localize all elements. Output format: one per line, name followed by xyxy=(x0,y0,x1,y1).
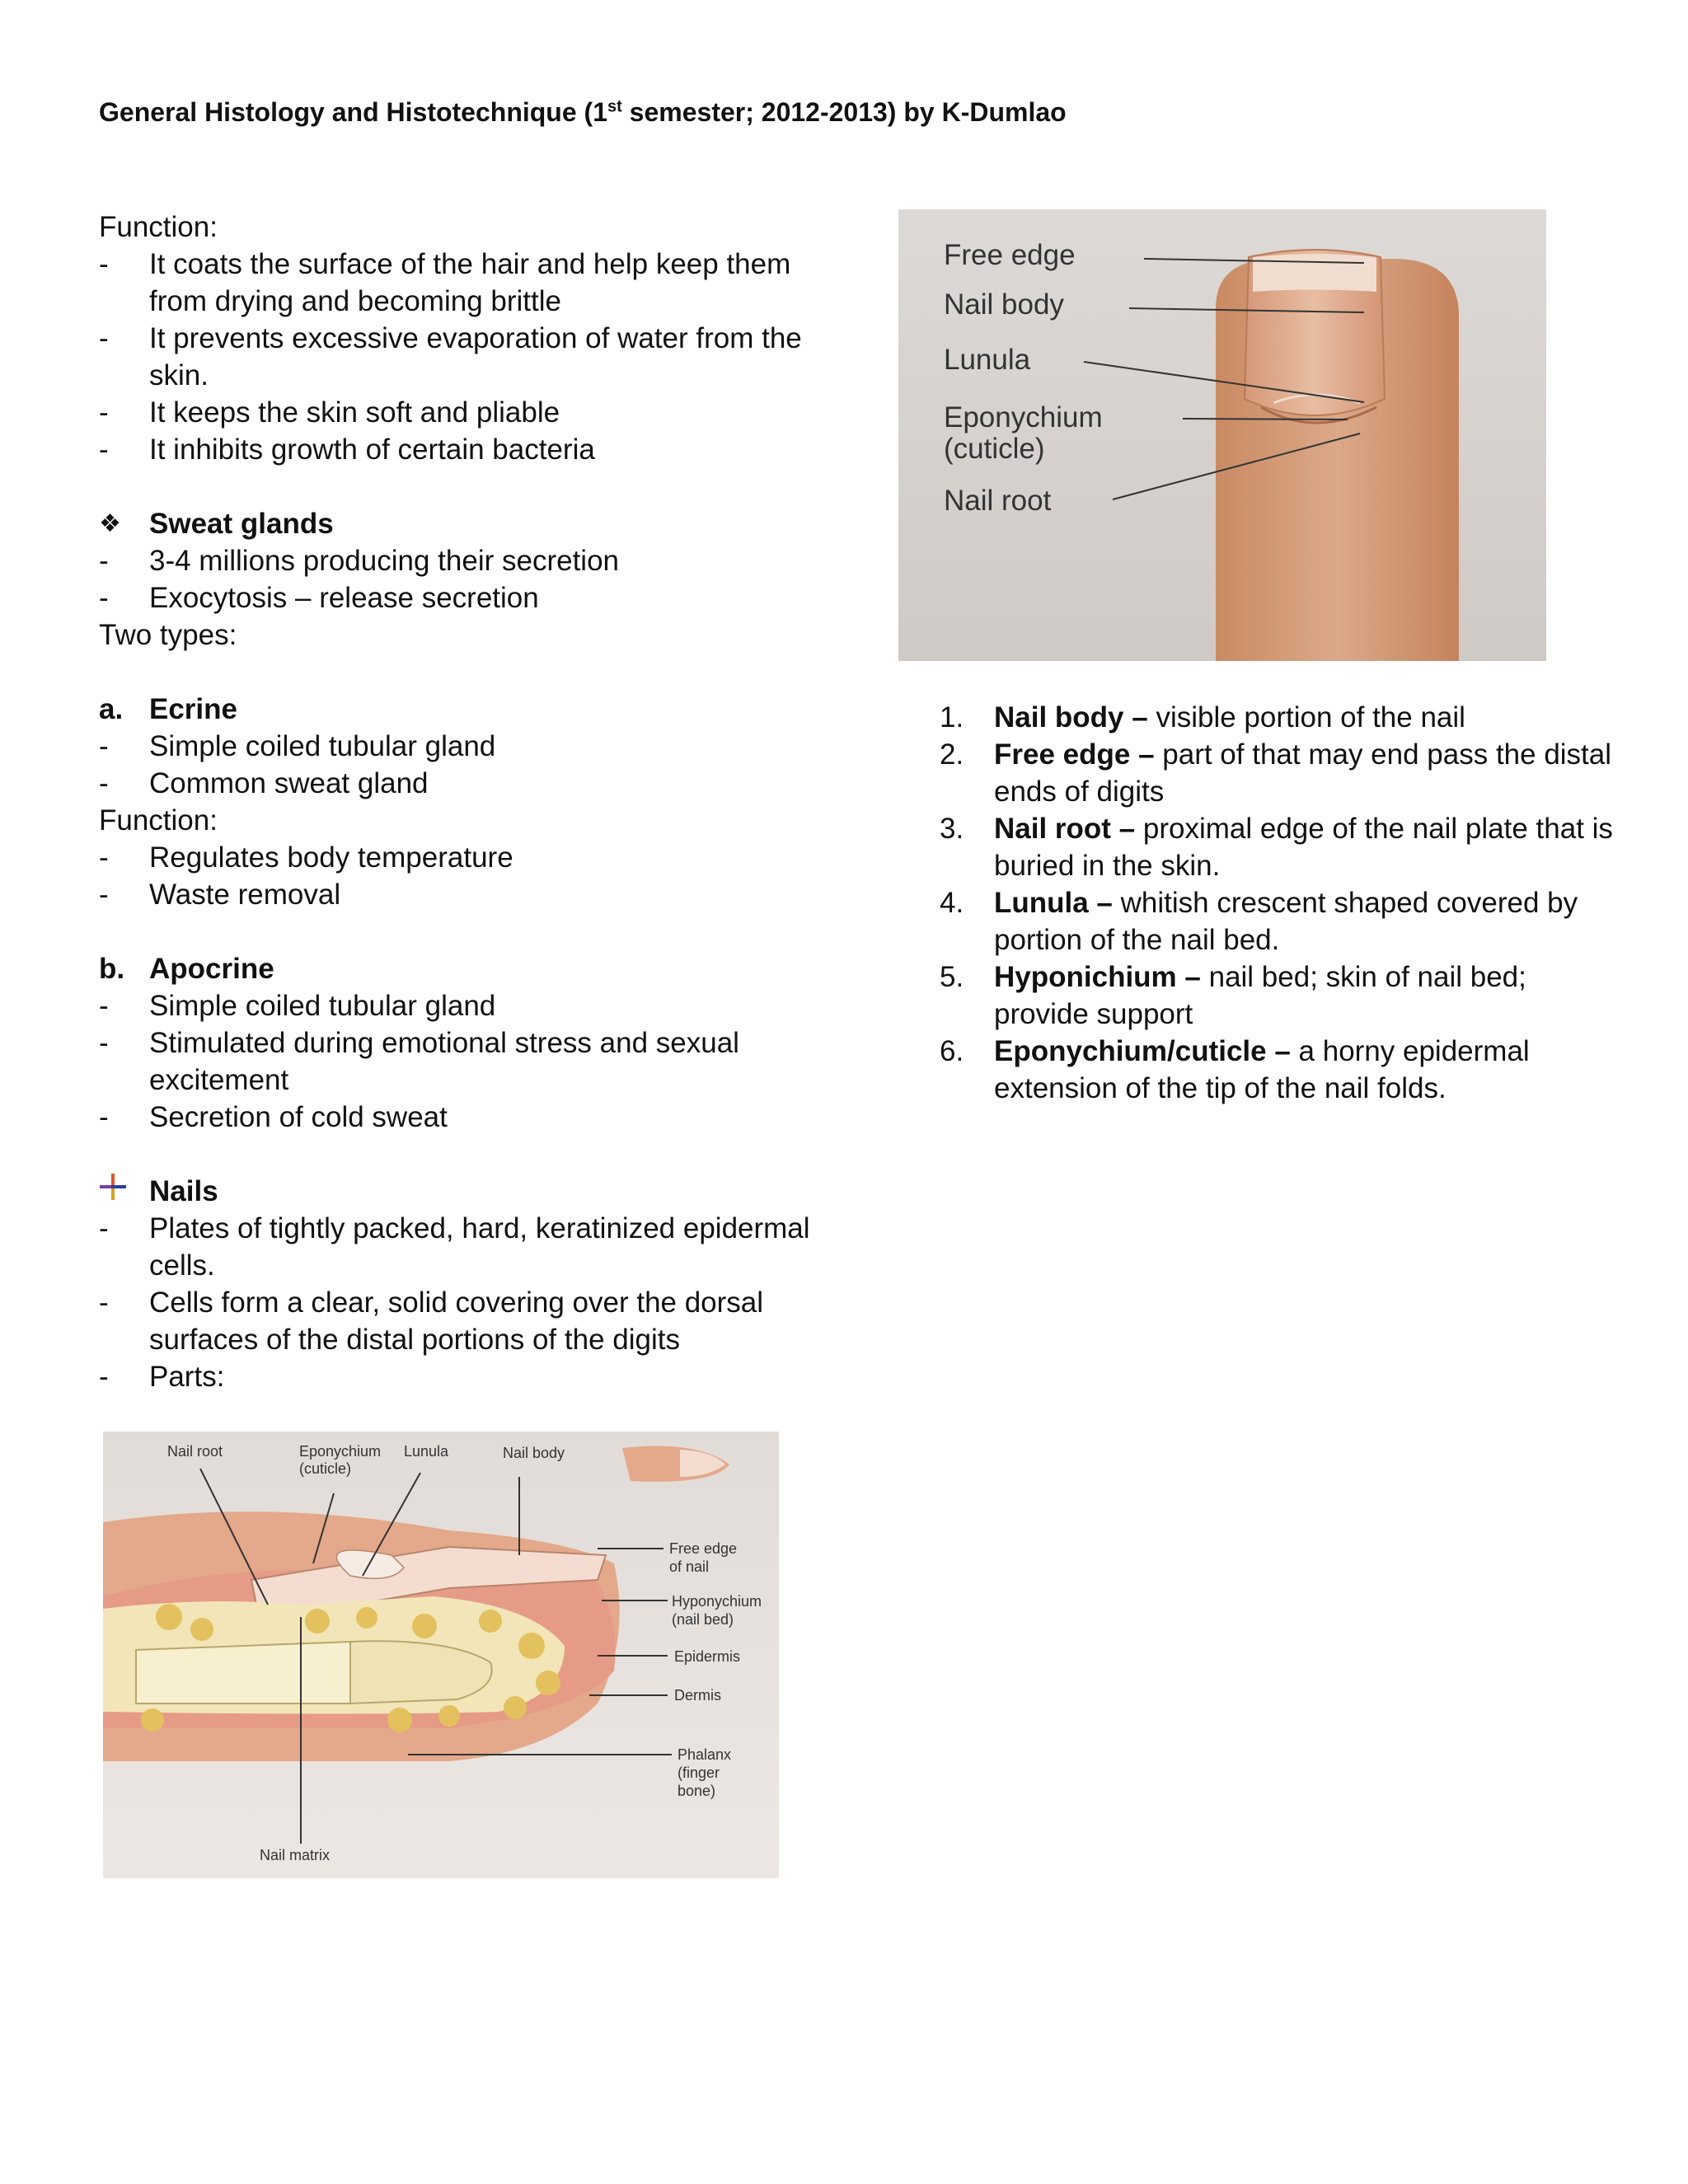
list-item xyxy=(940,699,1615,736)
list-item xyxy=(940,810,1615,884)
part-desc: whitish crescent shaped covered by portion of the nail bed. xyxy=(994,887,1578,956)
dash-bullet: - xyxy=(99,730,109,762)
diagram-label-cuticle: (cuticle) xyxy=(299,1460,352,1477)
apocrine-heading-text: Apocrine xyxy=(149,953,274,985)
nails-item-text: Cells form a clear, solid covering over the dorsal surfaces of the distal portions of the digits xyxy=(149,1286,764,1356)
list-item xyxy=(99,320,824,394)
title-part-2: semester; 2012-2013) by K-Dumlao xyxy=(621,97,1067,127)
photo-label-free-edge: Free edge xyxy=(944,239,1076,271)
list-item xyxy=(99,1099,824,1136)
diagram-label-hyponychium-2: (nail bed) xyxy=(672,1611,734,1628)
ecrine-item-text: Common sweat gland xyxy=(149,767,429,799)
list-item xyxy=(99,1284,824,1358)
list-item xyxy=(99,1210,824,1284)
photo-label-eponychium: Eponychium xyxy=(944,401,1103,434)
part-term: Hyponichium – xyxy=(994,961,1201,993)
ecrine-heading-text: Ecrine xyxy=(149,693,237,725)
ecrine-marker: a. xyxy=(99,693,124,725)
list-item xyxy=(940,1033,1615,1107)
part-term: Nail root – xyxy=(994,813,1136,845)
ecrine-heading xyxy=(99,691,824,728)
diagram-label-nail-matrix: Nail matrix xyxy=(260,1847,331,1863)
part-desc: a horny epidermal extension of the tip of the nail folds. xyxy=(994,1035,1530,1104)
part-desc: nail bed; skin of nail bed; provide support xyxy=(994,961,1526,1030)
photo-label-cuticle: (cuticle) xyxy=(944,433,1045,465)
diamond-bullet-icon: ❖ xyxy=(99,510,121,537)
dash-bullet: - xyxy=(99,322,109,354)
apocrine-item-text: Simple coiled tubular gland xyxy=(149,990,496,1022)
title-superscript: st xyxy=(607,97,622,116)
nail-parts-list xyxy=(940,699,1615,1107)
list-item xyxy=(99,542,824,579)
nails-item-text: Parts: xyxy=(149,1361,225,1393)
apocrine-item-text: Secretion of cold sweat xyxy=(149,1101,448,1133)
sweat-item-text: 3-4 millions producing their secretion xyxy=(149,545,619,577)
nails-item-text: Plates of tightly packed, hard, keratinized epidermal cells. xyxy=(149,1212,810,1282)
apocrine-item-text: Stimulated during emotional stress and sexual excitement xyxy=(149,1027,739,1096)
list-number: 6. xyxy=(940,1035,964,1067)
part-term: Nail body – xyxy=(994,701,1148,733)
diagram-label-nail-root: Nail root xyxy=(167,1443,223,1460)
dash-bullet: - xyxy=(99,396,109,429)
list-number: 2. xyxy=(940,738,964,771)
list-item xyxy=(99,765,824,802)
left-column xyxy=(99,209,824,1395)
function-item-text: It inhibits growth of certain bacteria xyxy=(149,434,595,466)
function-label: Function: xyxy=(99,804,218,837)
list-item xyxy=(99,1024,824,1099)
diagram-label-epidermis: Epidermis xyxy=(674,1648,741,1665)
list-number: 4. xyxy=(940,887,964,919)
list-item xyxy=(940,958,1615,1033)
list-item xyxy=(99,839,824,876)
part-term: Free edge – xyxy=(994,738,1155,771)
dash-bullet: - xyxy=(99,434,109,466)
dash-bullet: - xyxy=(99,990,109,1022)
dash-bullet: - xyxy=(99,841,109,874)
function-item-text: It keeps the skin soft and pliable xyxy=(149,396,560,429)
diagram-label-phalanx-3: bone) xyxy=(678,1783,716,1799)
dash-bullet: - xyxy=(99,767,109,799)
dash-bullet: - xyxy=(99,1101,109,1133)
part-term: Eponychium/cuticle – xyxy=(994,1035,1291,1067)
ecrine-item-text: Simple coiled tubular gland xyxy=(149,730,496,762)
list-item xyxy=(940,736,1615,810)
function-item-text: It prevents excessive evaporation of water from the skin. xyxy=(149,322,802,391)
diagram-label-free-edge-1: Free edge xyxy=(669,1540,738,1557)
photo-label-lunula: Lunula xyxy=(944,344,1031,376)
two-types-label: Two types: xyxy=(99,619,237,651)
photo-label-nail-root: Nail root xyxy=(944,485,1052,517)
diagram-label-dermis: Dermis xyxy=(674,1687,721,1704)
dash-bullet: - xyxy=(99,879,109,911)
part-desc: visible portion of the nail xyxy=(1147,701,1465,733)
diagram-label-phalanx-2: (finger xyxy=(678,1765,720,1781)
dash-bullet: - xyxy=(99,582,109,614)
dash-bullet: - xyxy=(99,1027,109,1059)
dash-bullet: - xyxy=(99,1286,109,1319)
nail-photo-figure xyxy=(898,209,1546,661)
sweat-item-text: Exocytosis – release secretion xyxy=(149,582,539,614)
photo-label-nail-body: Nail body xyxy=(944,288,1064,321)
list-item xyxy=(99,394,824,431)
list-item xyxy=(99,431,824,468)
ecrine-function-text: Regulates body temperature xyxy=(149,841,513,874)
list-number: 3. xyxy=(940,813,964,845)
diagram-label-free-edge-2: of nail xyxy=(669,1558,710,1575)
arrow-bullet-icon xyxy=(99,1173,127,1210)
diagram-label-lunula: Lunula xyxy=(404,1443,449,1460)
list-number: 1. xyxy=(940,701,964,733)
part-desc: proximal edge of the nail plate that is buried in the skin. xyxy=(994,813,1613,882)
list-item xyxy=(940,884,1615,958)
part-term: Lunula – xyxy=(994,887,1113,919)
apocrine-marker: b. xyxy=(99,953,125,985)
function-label: Function: xyxy=(99,211,218,243)
ecrine-function-text: Waste removal xyxy=(149,879,341,911)
part-desc: part of that may end pass the distal ends of digits xyxy=(994,738,1612,808)
list-item xyxy=(99,579,824,616)
list-item xyxy=(99,1358,824,1395)
title-part-1: General Histology and Histotechnique (1 xyxy=(99,97,607,127)
dash-bullet: - xyxy=(99,545,109,577)
diagram-label-eponychium: Eponychium xyxy=(299,1443,382,1460)
nails-heading-text: Nails xyxy=(149,1175,218,1207)
list-item xyxy=(99,246,824,320)
page-title xyxy=(99,97,1067,128)
list-item xyxy=(99,876,824,913)
diagram-label-phalanx-1: Phalanx xyxy=(678,1746,732,1763)
diagram-label-hyponychium-1: Hyponychium xyxy=(672,1593,762,1610)
sweat-glands-heading-text: Sweat glands xyxy=(149,508,334,540)
dash-bullet: - xyxy=(99,248,109,280)
list-number: 5. xyxy=(940,961,964,993)
function-item-text: It coats the surface of the hair and help keep them from drying and becoming brittle xyxy=(149,248,791,317)
nails-heading xyxy=(99,1173,824,1210)
apocrine-heading xyxy=(99,950,824,987)
list-item xyxy=(99,987,824,1024)
dash-bullet: - xyxy=(99,1212,109,1244)
diagram-label-nail-body: Nail body xyxy=(503,1445,565,1461)
dash-bullet: - xyxy=(99,1361,109,1393)
sweat-glands-heading xyxy=(99,505,824,542)
list-item xyxy=(99,728,824,765)
nail-cross-section-figure xyxy=(103,1432,779,1878)
